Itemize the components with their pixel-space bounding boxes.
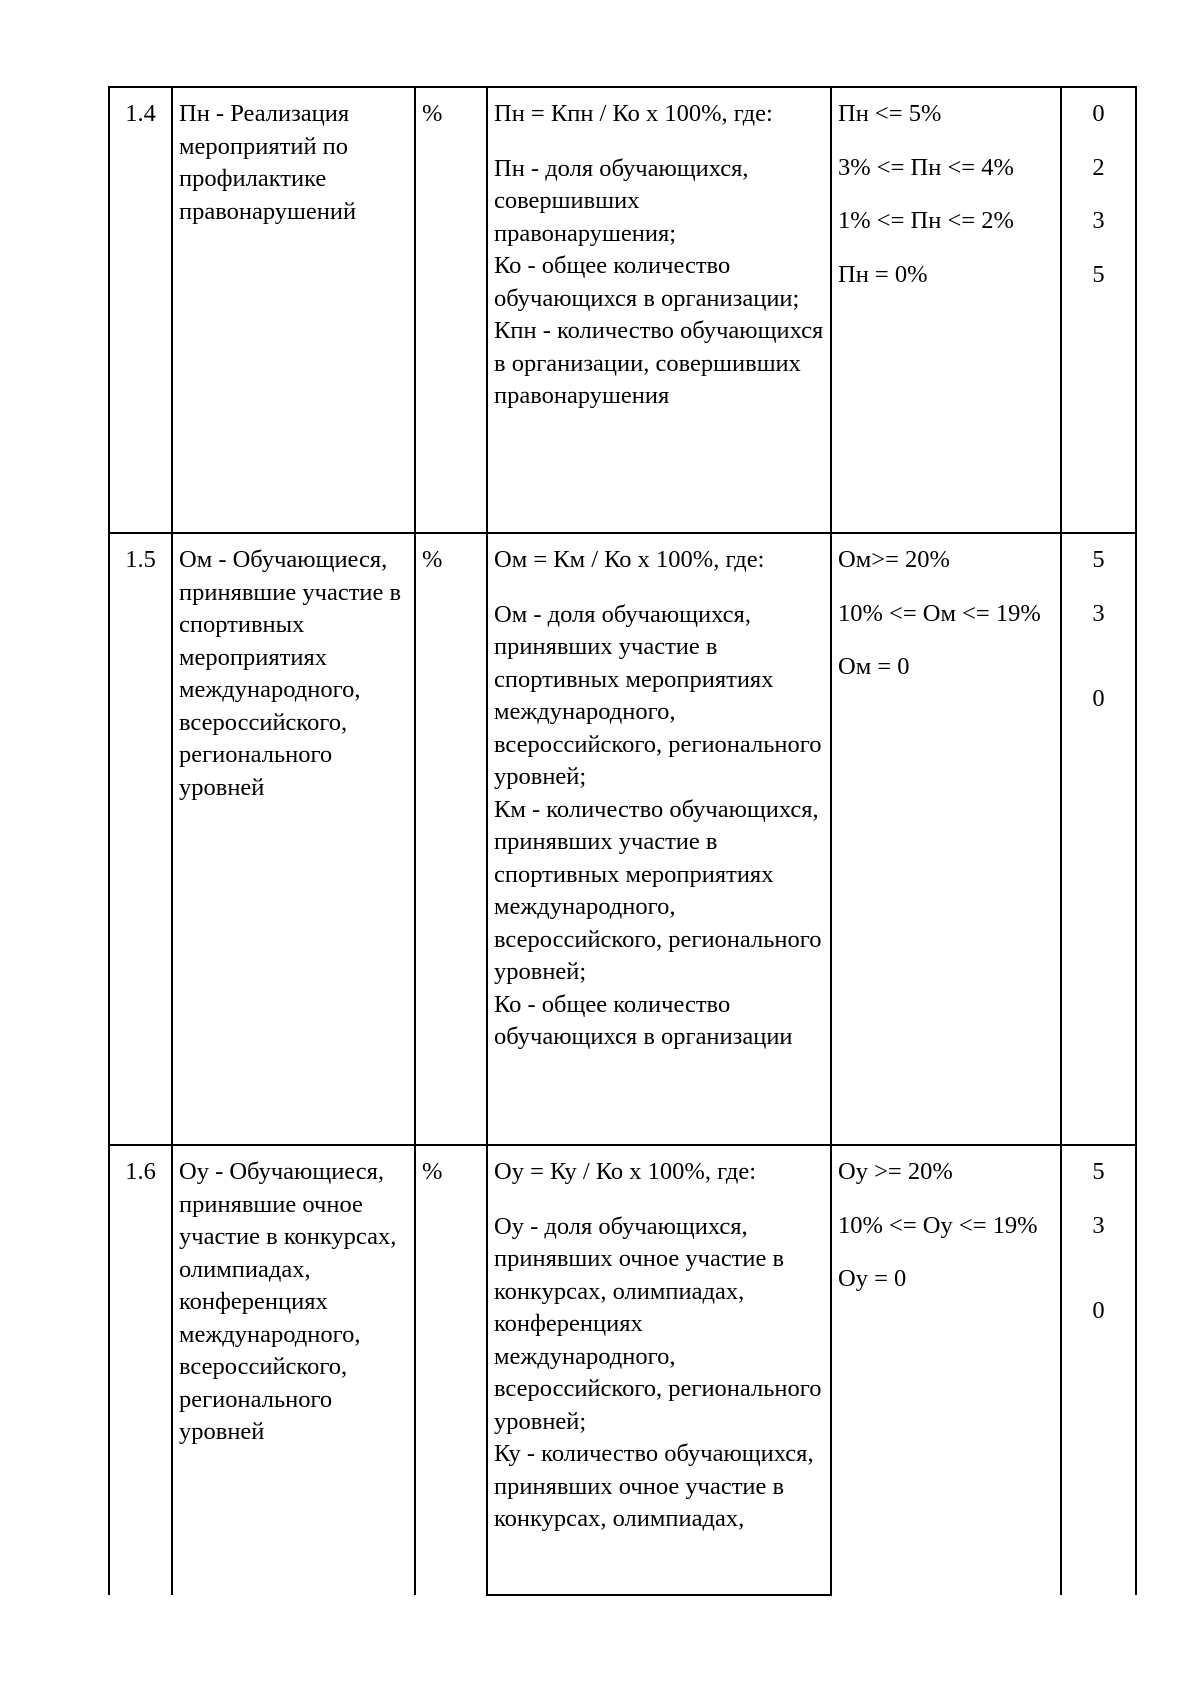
criteria-cell	[831, 87, 1061, 533]
row-number: 1.6	[109, 1145, 172, 1595]
formula-head: Ом = Км / Ко х 100%, где:	[494, 546, 765, 573]
unit-cell: %	[415, 87, 487, 533]
criterion: Оу = 0	[838, 1265, 907, 1292]
formula-head: Пн = Кпн / Ко х 100%, где:	[494, 100, 773, 127]
points-value: 5	[1092, 1158, 1105, 1185]
formula-definition: Пн - доля обучающихся, совершивших правонарушения;	[494, 154, 749, 247]
formula-cell	[487, 533, 831, 1145]
points-value: 0	[1092, 1297, 1105, 1324]
points-value: 2	[1092, 153, 1105, 181]
formula-definition: Ко - общее количество обучающихся в организации	[494, 990, 793, 1050]
formula-definition: Ом - доля обучающихся, принявших участие в спортивных мероприятиях международного, всероссийского, регионального уровней;	[494, 600, 822, 790]
points-value: 0	[1092, 685, 1105, 712]
points-cell	[1061, 533, 1136, 1145]
criteria-cell	[831, 1145, 1061, 1595]
unit-cell: %	[415, 533, 487, 1145]
indicators-table	[108, 86, 1137, 1596]
points-value: 3	[1092, 1211, 1105, 1239]
table-row	[109, 1145, 1136, 1595]
points-value: 3	[1092, 207, 1105, 234]
criterion: Пн = 0%	[838, 260, 928, 288]
indicator-name: Оу - Обучающиеся, принявшие очное участие в конкурсах, олимпиадах, конференциях международного, всероссийского, регионального уровней	[172, 1145, 415, 1595]
points-cell	[1061, 1145, 1136, 1595]
criterion: 10% <= Ом <= 19%	[838, 599, 1041, 627]
criterion: 10% <= Оу <= 19%	[838, 1211, 1038, 1239]
formula-cell	[487, 87, 831, 533]
formula-cell	[487, 1145, 831, 1595]
criterion: Оу >= 20%	[838, 1158, 953, 1185]
formula-definition: Ку - количество обучающихся, принявших очное участие в конкурсах, олимпиадах,	[494, 1440, 814, 1532]
row-number: 1.4	[109, 87, 172, 533]
criterion: Ом = 0	[838, 653, 910, 680]
points-value: 3	[1092, 599, 1105, 627]
formula-definition: Кпн - количество обучающихся в организации, совершивших правонарушения	[494, 317, 824, 409]
points-value: 5	[1092, 546, 1105, 573]
formula-definition: Км - количество обучающихся, принявших участие в спортивных мероприятиях международного, всероссийского, регионального уровней;	[494, 795, 822, 985]
indicator-name: Пн - Реализация мероприятий по профилактике правонарушений	[172, 87, 415, 533]
points-cell	[1061, 87, 1136, 533]
criterion: 3% <= Пн <= 4%	[838, 153, 1014, 181]
criterion: Ом>= 20%	[838, 546, 950, 573]
row-number: 1.5	[109, 533, 172, 1145]
points-value: 0	[1092, 100, 1105, 127]
formula-head: Оу = Ку / Ко х 100%, где:	[494, 1158, 757, 1185]
table-row	[109, 533, 1136, 1145]
unit-cell: %	[415, 1145, 487, 1595]
indicator-name: Ом - Обучающиеся, принявшие участие в спортивных мероприятиях международного, всероссийского, регионального уровней	[172, 533, 415, 1145]
points-value: 5	[1092, 260, 1105, 288]
criteria-cell	[831, 533, 1061, 1145]
table-row	[109, 87, 1136, 533]
formula-definition: Ко - общее количество обучающихся в организации;	[494, 252, 800, 312]
criterion: 1% <= Пн <= 2%	[838, 207, 1014, 234]
formula-definition: Оу - доля обучающихся, принявших очное участие в конкурсах, олимпиадах, конференциях международного, всероссийского, регионального уровней;	[494, 1212, 822, 1435]
criterion: Пн <= 5%	[838, 100, 942, 127]
